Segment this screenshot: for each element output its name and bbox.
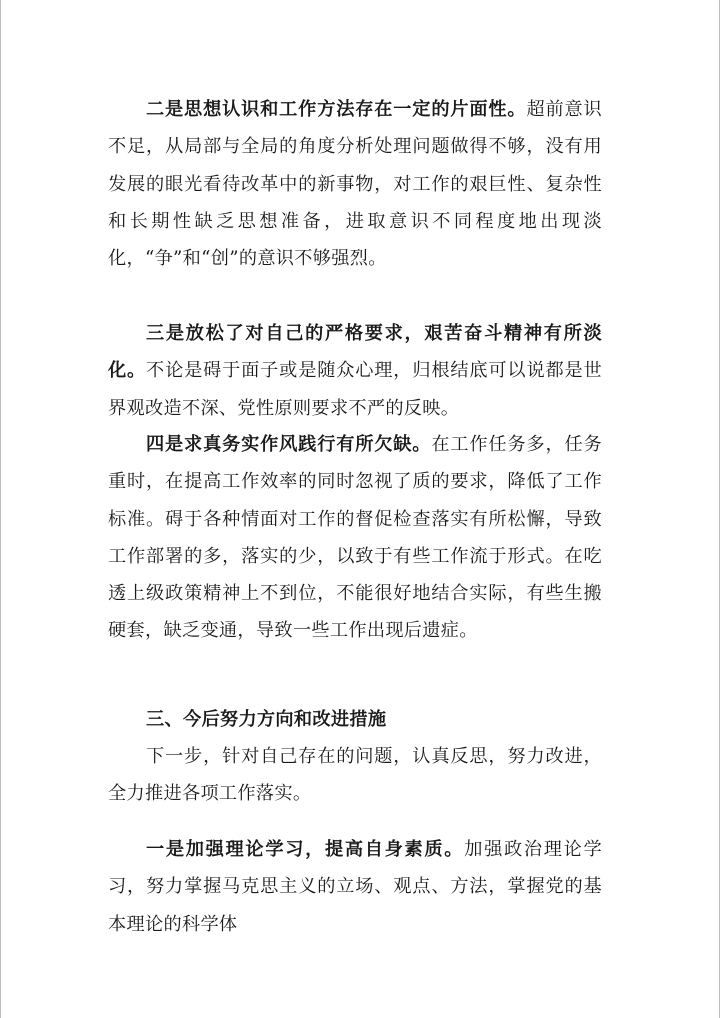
paragraph-text: 加强政治理论学习，努力掌握马克思主义的立场、观点、方法，掌握党的基本理论的科学体 — [108, 839, 602, 935]
paragraph-problem-3 — [108, 315, 602, 427]
paragraph-lead: 一是加强理论学习，提高自身素质。 — [146, 839, 465, 860]
paragraph-measure-1 — [108, 831, 602, 943]
paragraph-lead: 四是求真务实作风践行有所欠缺。 — [146, 434, 432, 455]
paragraph-problem-2 — [108, 91, 602, 277]
paragraph-text: 超前意识不足，从局部与全局的角度分析处理问题做得不够，没有用发展的眼光看待改革中的新事物，对工作的艰巨性、复杂性和长期性缺乏思想准备，进取意识不同程度地出现淡化，“争”和“创”的意识不够强烈。 — [108, 99, 602, 270]
paragraph-lead: 二是思想认识和工作方法存在一定的片面性。 — [146, 99, 527, 120]
paragraph-problem-4 — [108, 426, 602, 650]
paragraph-text: 在工作任务多，任务重时，在提高工作效率的同时忽视了质的要求，降低了工作标准。碍于各种情面对工作的督促检查落实有所松懈，导致工作部署的多，落实的少，以致于有些工作流于形式。在吃透上级政策精神上不到位，不能很好地结合实际，有些生搬硬套，缺乏变通，导致一些工作出现后遗症。 — [108, 434, 602, 642]
paragraph-intro: 下一步，针对自己存在的问题，认真反思，努力改进，全力推进各项工作落实。 — [108, 746, 602, 805]
section-heading: 三、今后努力方向和改进措施 — [146, 709, 387, 730]
paragraph-text: 不论是碍于面子或是随众心理，归根结底可以说都是世界观改造不深、党性原则要求不严的反映。 — [108, 360, 602, 419]
paragraph-lead: 三是放松了对自己的严格要求，艰苦奋斗精神有所淡化。 — [108, 323, 602, 382]
